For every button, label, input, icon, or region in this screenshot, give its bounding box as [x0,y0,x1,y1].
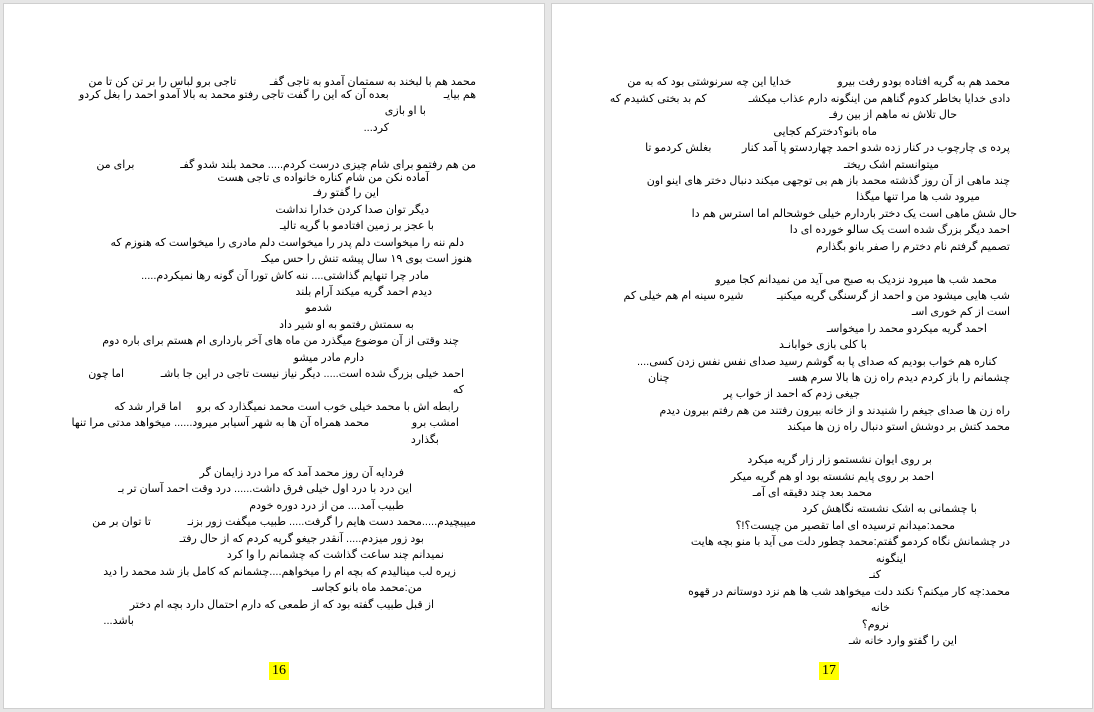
text-line: چند ماهی از آن روز گذشته محمد باز هم بی توجهی میکند دنبال دختر های اینو اون [646,175,1010,187]
text-line: محمد شب ها میرود نزدیک به صبح می آید من نمیدانم کجا میرو [715,274,997,286]
text-line: هنوز است بوی ۱۹ سال پیشه تنش را حس میکـ [261,253,472,265]
text-line: از قبل طبیب گفته بود که از طمعی که دارم احتمال دارد بچه ام دختر [129,599,434,611]
text-line: زیره لب مینالیدم که بچه ام را میخواهم....چشمانم که کامل باز شد محمد را دید [103,566,456,578]
text-line: رابطه اش با محمد خیلی خوب است محمد نمیگذارد که برو اما قرار شد که [114,401,459,413]
text-line: من هم رفتمو برای شام چیزی درست کردم..... محمد بلند شدو گفـ برای من [96,159,476,171]
text-line: با او بازی [384,105,426,117]
text-line: محمد کتش بر دوشش استو دنبال راه زن ها میکند [787,421,1010,433]
text-line: طبیب آمد.... من از درد دوره خودم [249,500,404,512]
text-line: تصمیم گرفتم نام دخترم را صفر بانو بگذارم [816,241,1010,253]
text-line: با چشمانی به اشک نشسته نگاهش کرد [802,503,977,515]
text-line: کنـ [869,569,881,581]
text-line: این درد با درد اول خیلی فرق داشت...... درد وقت احمد آسان تر بـ [118,483,412,495]
text-line: راه زن ها صدای جیغم را شنیدند و از خانه بیرون رفتند من هم رفتم بیرون دیدم [659,405,1010,417]
text-line: محمد هم به گریه افتاده بودو رفت بیرو خدایا این چه سرنوشتی بود که به من [627,76,1010,88]
text-line: فردایه آن روز محمد آمد که مرا درد زایمان گر [199,467,404,479]
page-number: 16 [269,662,289,680]
page-16 [3,3,545,709]
text-line: چند وقتی از آن موضوع میگذرد من ماه های آخر بارداری ام هستم برای باره دوم [102,335,459,347]
text-line: نمیدانم چند ساعت گذاشت که چشمانم را وا کرد [226,549,444,561]
page-number: 17 [819,662,839,680]
text-line: چشمانم را باز کردم دیدم راه زن ها بالا سرم هسـ چنان [648,372,1010,384]
text-line: کناره هم خواب بودیم که صدای پا به گوشم رسید صدای نفس نفس زدن کسی.... [637,356,997,368]
text-line: امشب برو محمد همراه آن ها به شهر آسیابر میرود...... میخواهد مدتی مرا تنها [71,417,459,429]
text-line: در چشمانش نگاه کردمو گفتم:محمد چطور دلت می آید با منو بچه هایت [690,536,1010,548]
text-line: میرود شب ها مرا تنها میگذا [856,191,980,203]
text-line: احمد بر روی پایم نشسته بود او هم گریه میکر [730,471,934,483]
text-line: احمد خیلی بزرگ شده است..... دیگر نیاز نیست تاجی در این جا باشـ اما چون [88,368,464,380]
text-line: این را گفتو وارد خانه شـ [848,635,957,647]
text-line: میتوانستم اشک ریختـ [843,159,939,171]
text-line: شدمو [305,302,332,314]
text-line: خانه [870,602,890,614]
text-line: دیدم احمد گریه میکند آرام بلند [295,286,432,298]
text-line: ماه بانو؟دخترکم کجایی [773,126,877,138]
text-line: این را گفتو رفـ [313,187,379,199]
text-line: اینگونه [875,553,906,565]
text-line: بر روی ایوان نشستمو زار زار گریه میکرد [747,454,932,466]
text-line: شب هایی میشود من و احمد از گرسنگی گریه میکنیـ شیره سینه ام هم خیلی کم [623,290,1010,302]
text-line: باشد... [103,615,134,627]
text-line: دیگر توان صدا کردن خدارا نداشت [275,204,429,216]
text-line: حال تلاش نه ماهم از بین رفـ [829,109,957,121]
text-line: با عجز بر زمین افتادمو با گریه تالیـ [279,220,434,232]
text-line: مادر چرا تنهایم گذاشتی.... ننه کاش تورا آن گونه رها نمیکردم..... [141,270,429,282]
text-line: دادی خدایا بخاطر کدوم گناهم من اینگونه دارم عذاب میکشـ کم بد بختی کشیدم که [609,93,1010,105]
text-line: آماده نکن من شام کناره خانواده ی تاجی هست [217,172,429,184]
text-line: به سمتش رفتمو به او شیر داد [279,319,414,331]
text-line: است از کم خوری اسـ [911,306,1010,318]
text-line: هم بیایـ بعده آن که این را گفت تاجی رفتو محمد به بالا آمدو احمد را بغل کردو [78,89,476,101]
text-line: من:محمد ماه بانو کجاسـ [312,582,422,594]
text-line: دارم مادر میشو [293,352,364,364]
text-line: محمد هم با لبخند به سمتمان آمدو به تاجی گفـ تاجی برو لباس را بر تن کن تا من [88,76,476,88]
text-line: بود زور میزدم..... آنقدر جیغو گریه کردم که از حال رفتـ [179,533,424,545]
text-line: نروم؟ [861,619,889,631]
text-line: دلم ننه را میخواست دلم پدر را میخواست دلم مادری را میخواست که هنوزم که [110,237,464,249]
text-line: پرده ی چارچوب در کنار زده شدو احمد چهاردستو پا آمد کنار بغلش کردمو تا [645,142,1010,154]
text-line: محمد بعد چند دقیقه ای آمـ [752,487,872,499]
text-line: که [452,384,464,396]
text-line: محمد:چه کار میکنم؟ نکند دلت میخواهد شب ها هم نزد دوستانم در قهوه [688,586,1010,598]
text-line: حال شش ماهی است یک دختر باردارم خیلی خوشحالم اما استرس هم دا [691,208,1017,220]
text-line: کرد... [363,122,389,134]
text-line: میپیچیدم.....محمد دست هایم را گرفت..... طبیب میگفت زور بزنـ تا توان بر من [92,516,476,528]
text-line: بگذارد [410,434,439,446]
page-17 [551,3,1093,709]
text-line: احمد گریه میکردو محمد را میخواسـ [826,323,987,335]
text-line: جیغی زدم که احمد از خواب پر [723,388,860,400]
text-line: محمد:میدانم ترسیده ای اما تقصیر من چیست؟!؟ [735,520,955,532]
text-line: با کلی بازی خوابانـد [779,339,867,351]
text-line: احمد دیگر بزرگ شده است یک سالو خورده ای دا [789,224,1010,236]
